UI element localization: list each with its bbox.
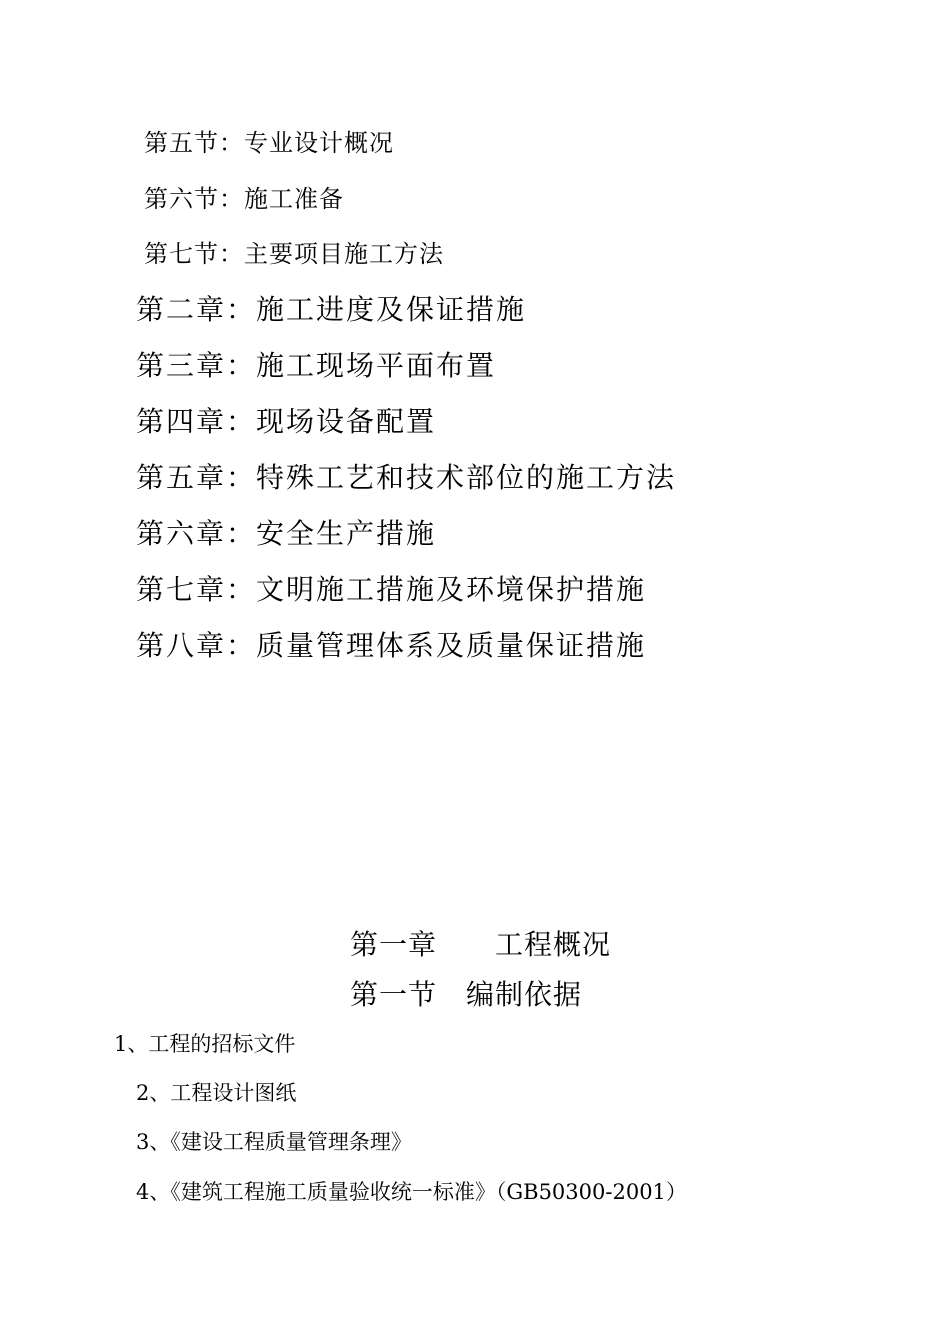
toc-chapter-8: 第八章：质量管理体系及质量保证措施 (136, 629, 647, 662)
toc-chapter-3: 第三章：施工现场平面布置 (136, 349, 497, 382)
basis-item-4: 4、《建筑工程施工质量验收统一标准》（GB50300-2001） (136, 1180, 687, 1204)
basis-item-1: 1、工程的招标文件 (114, 1032, 296, 1056)
toc-section-7: 第七节：主要项目施工方法 (144, 240, 444, 268)
basis-item-3: 3、《建设工程质量管理条理》 (136, 1130, 412, 1154)
toc-section-6: 第六节：施工准备 (144, 185, 344, 213)
toc-chapter-5: 第五章：特殊工艺和技术部位的施工方法 (136, 461, 677, 494)
toc-chapter-4: 第四章：现场设备配置 (136, 405, 437, 438)
toc-chapter-6: 第六章：安全生产措施 (136, 517, 437, 550)
section-title: 第一节 编制依据 (350, 978, 583, 1011)
toc-chapter-2: 第二章：施工进度及保证措施 (136, 293, 527, 326)
toc-section-5: 第五节：专业设计概况 (144, 129, 394, 157)
toc-chapter-7: 第七章：文明施工措施及环境保护措施 (136, 573, 647, 606)
basis-item-2: 2、工程设计图纸 (136, 1081, 297, 1105)
chapter-title: 第一章 工程概况 (350, 928, 612, 961)
